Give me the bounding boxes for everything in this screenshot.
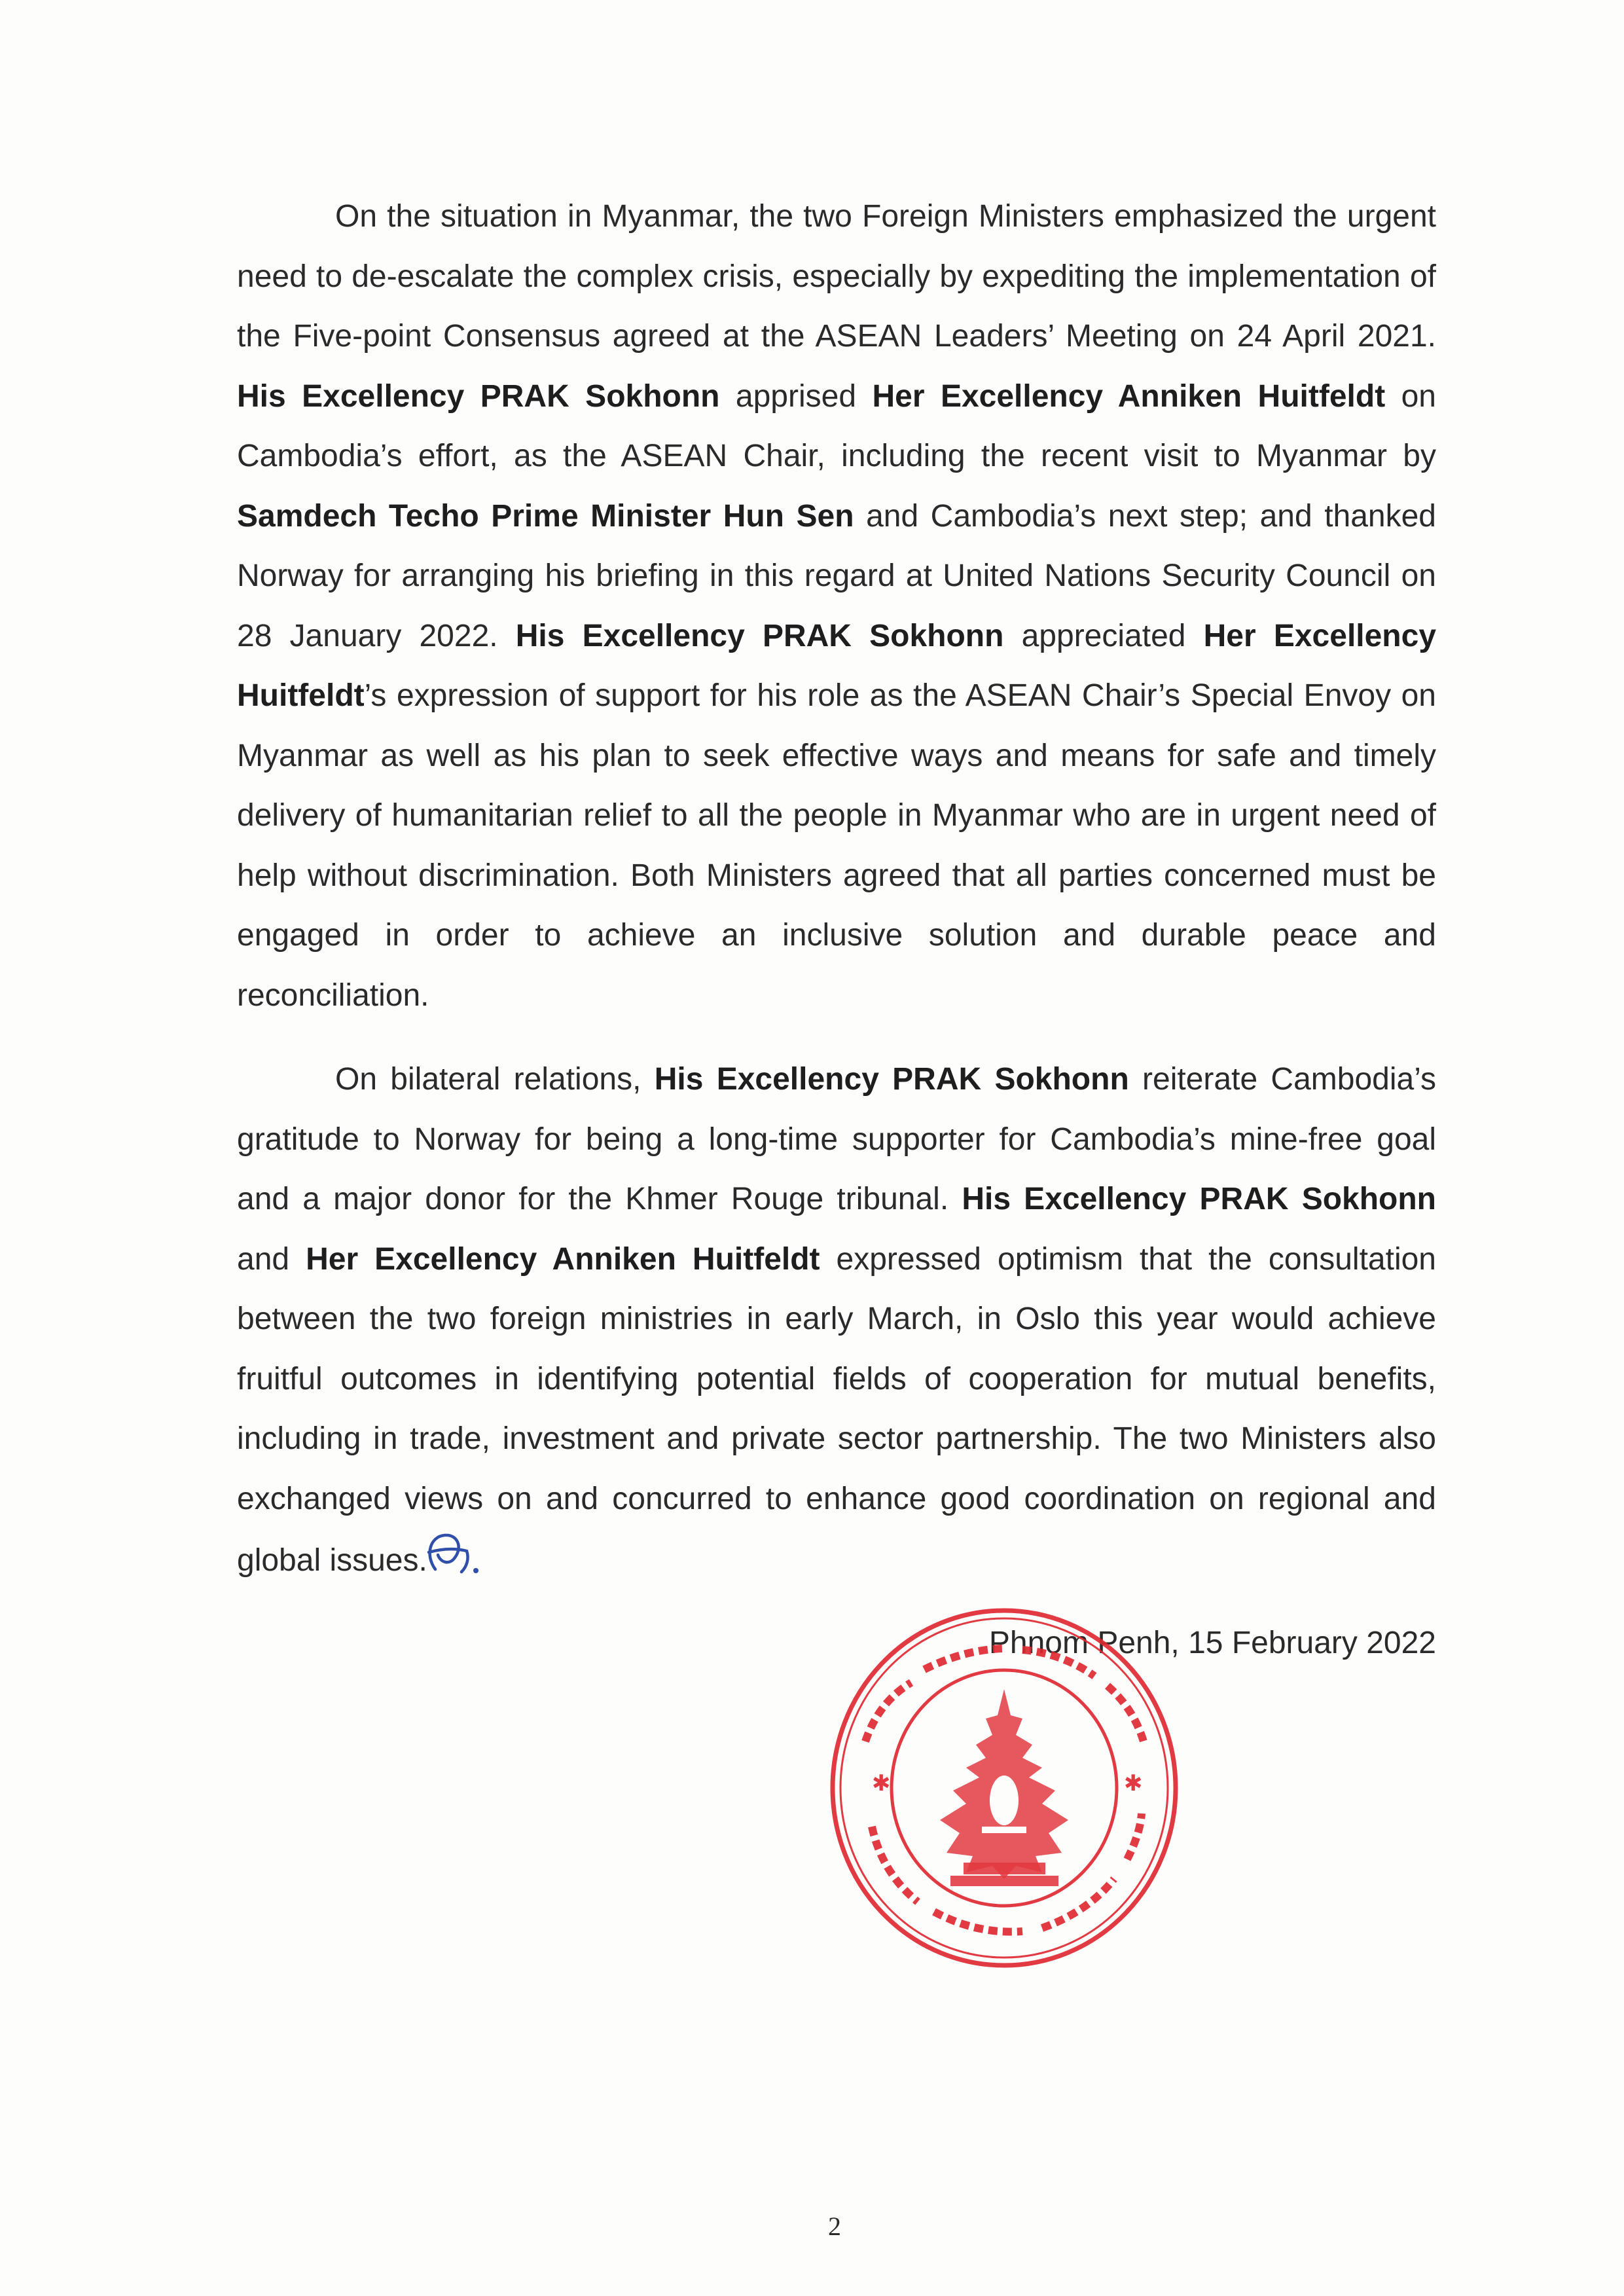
name-span: Her Excellency Huitfeldt bbox=[237, 618, 1437, 713]
name-span: Her Excellency Anniken Huitfeldt bbox=[872, 378, 1386, 414]
text-span: reiterate Cambodia’s gratitude to Norway for being a long-time supporter for Cambodia’s mine-free goal and a major donor for the Khmer Rouge tribunal. bbox=[237, 1062, 1437, 1216]
name-span: His Excellency PRAK Sokhonn bbox=[654, 1062, 1129, 1097]
name-span: Her Excellency Anniken Huitfeldt bbox=[306, 1241, 820, 1277]
initial-signature-mark bbox=[424, 1529, 484, 1577]
text-span: On the situation in Myanmar, the two Foreign Ministers emphasized the urgent need to de-escalate the complex crisis, especially by expediting the implementation of the Five-point Consensus agreed at the ASEAN Leaders’ Meeting on 24 April 2021. bbox=[237, 199, 1436, 354]
svg-text:✱: ✱ bbox=[872, 1770, 891, 1796]
name-span: His Excellency PRAK Sokhonn bbox=[962, 1182, 1437, 1216]
text-span: and Cambodia’s next step; and thanked Norway for arranging his briefing in this regard at United Nations Security Council on 28 January 2022. bbox=[237, 498, 1437, 653]
text-span: on Cambodia’s effort, as the ASEAN Chair, including the recent visit to Myanmar by bbox=[237, 378, 1436, 473]
text-span: ’s expression of support for his role as the ASEAN Chair’s Special Envoy on Myanmar as well as his plan to seek effective ways and means for safe and timely delivery of humanitarian relief to all the people in Myanmar who are in urgent need of help without discrimination. Both Ministers agreed that all parties concerned must be engaged in order to achieve an inclusive solution and durable peace and reconciliation. bbox=[237, 678, 1436, 1013]
text-span: and bbox=[237, 1241, 306, 1277]
place-and-date: Phnom Penh, 15 February 2022 bbox=[988, 1626, 1436, 1660]
text-span: appreciated bbox=[1003, 618, 1204, 653]
name-span: His Excellency PRAK Sokhonn bbox=[515, 618, 1004, 653]
paragraph-myanmar bbox=[237, 187, 1436, 1025]
name-span: Samdech Techo Prime Minister Hun Sen bbox=[237, 498, 854, 534]
text-span: apprised bbox=[719, 378, 873, 414]
paragraph-bilateral-relations bbox=[237, 1049, 1436, 1591]
text-span: expressed optimism that the consultation between the two foreign ministries in early March, in Oslo this year would achieve fruitful outcomes in identifying potential fields of cooperation for mutual benefits, including in trade, investment and private sector partnership. The two Ministers also exchanged views on and concurred to enhance good coordination on regional and global issues. bbox=[237, 1241, 1437, 1578]
name-span: His Excellency PRAK Sokhonn bbox=[237, 378, 720, 414]
official-seal-icon bbox=[826, 1604, 1183, 1972]
page-number: 2 bbox=[828, 2212, 841, 2241]
text-span: On bilateral relations, bbox=[335, 1062, 655, 1097]
svg-text:✱: ✱ bbox=[1124, 1770, 1143, 1796]
